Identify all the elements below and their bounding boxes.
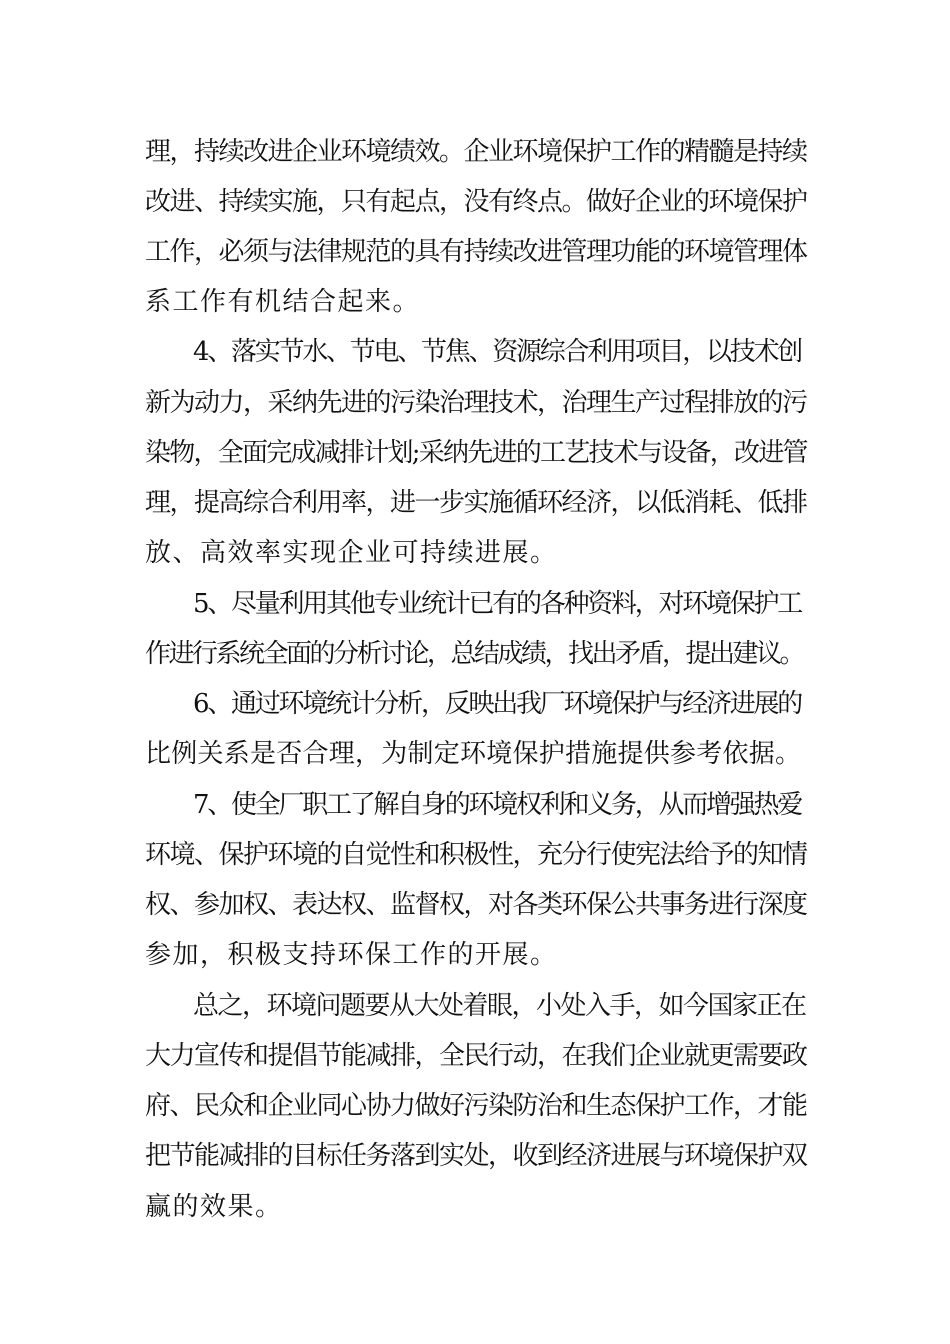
text-line: 环境、保护环境的自觉性和积极性，充分行使宪法给予的知情 bbox=[145, 840, 807, 870]
text-line: 理，提高综合利用率，进一步实施循环经济，以低消耗、低排 bbox=[145, 488, 807, 518]
text-line: 大力宣传和提倡节能减排，全民行动，在我们企业就更需要政 bbox=[145, 1041, 807, 1071]
text-line: 染物，全面完成减排计划;采纳先进的工艺技术与设备，改进管 bbox=[145, 438, 807, 468]
text-line: 把节能减排的目标任务落到实处，收到经济进展与环境保护双 bbox=[145, 1141, 807, 1171]
text-line: 比例关系是否合理，为制定环境保护措施提供参考依据。 bbox=[145, 739, 802, 769]
text-line: 7、使全厂职工了解自身的环境权利和义务，从而增强热爱 bbox=[193, 790, 802, 820]
text-line: 权、参加权、表达权、监督权，对各类环保公共事务进行深度 bbox=[145, 890, 807, 920]
text-line: 改进、持续实施，只有起点，没有终点。做好企业的环境保护 bbox=[145, 187, 807, 217]
text-line: 工作，必须与法律规范的具有持续改进管理功能的环境管理体 bbox=[145, 237, 807, 267]
text-line: 系工作有机结合起来。 bbox=[145, 287, 421, 317]
text-line: 6、通过环境统计分析，反映出我厂环境保护与经济进展的 bbox=[193, 689, 802, 719]
text-line: 总之，环境问题要从大处着眼，小处入手，如今国家正在 bbox=[193, 991, 806, 1021]
text-line: 放、高效率实现企业可持续进展。 bbox=[145, 538, 558, 568]
text-line: 府、民众和企业同心协力做好污染防治和生态保护工作，才能 bbox=[145, 1091, 807, 1121]
text-line: 5、尽量利用其他专业统计已有的各种资料，对环境保护工 bbox=[193, 589, 802, 619]
text-line: 理，持续改进企业环境绩效。企业环境保护工作的精髓是持续 bbox=[145, 137, 807, 167]
text-line: 赢的效果。 bbox=[145, 1192, 283, 1222]
text-line: 新为动力，采纳先进的污染治理技术，治理生产过程排放的污 bbox=[145, 388, 807, 418]
text-line: 4、落实节水、节电、节焦、资源综合利用项目，以技术创 bbox=[193, 337, 802, 367]
text-line: 参加，积极支持环保工作的开展。 bbox=[145, 940, 558, 970]
text-line: 作进行系统全面的分析讨论，总结成绩，找出矛盾，提出建议。 bbox=[145, 639, 804, 669]
